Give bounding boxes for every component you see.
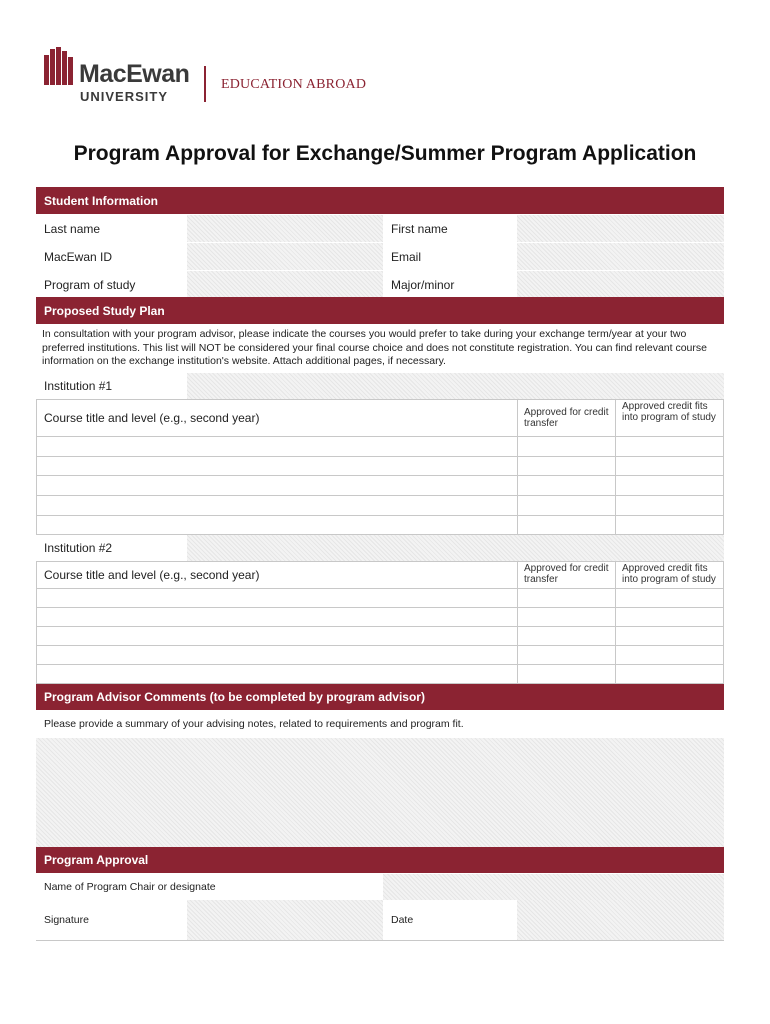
row-divider [36,495,724,496]
date-label: Date [391,914,414,926]
program-label: Program of study [44,277,136,292]
advisor-comments-field[interactable] [36,738,724,847]
row-divider [36,588,724,589]
institution2-fit-header: Approved credit fits into program of study [622,563,716,585]
chair-field[interactable] [383,874,724,900]
major-label: Major/minor [391,277,455,292]
date-field[interactable] [517,900,724,940]
row-divider [36,626,724,627]
last-name-field[interactable] [187,215,383,242]
first-name-field[interactable] [517,215,724,242]
column-divider [615,561,616,684]
form-bottom-border [36,940,724,941]
advisor-prompt: Please provide a summary of your advising notes, related to requirements and program fit. [44,718,464,730]
row-divider [36,607,724,608]
macewan-id-field[interactable] [187,243,383,270]
logo-name: MacEwan [79,60,190,88]
institution2-label: Institution #2 [44,541,113,555]
last-name-label: Last name [44,221,101,236]
institution2-credit-header: Approved for credit transfer [524,563,609,585]
section-header-study-plan: Proposed Study Plan [36,297,724,324]
email-label: Email [391,249,422,264]
macewan-logo-icon [44,47,74,101]
chair-label: Name of Program Chair or designate [44,881,216,893]
logo-divider [204,66,206,102]
section-header-student-info: Student Information [36,187,724,214]
email-field[interactable] [517,243,724,270]
institution2-course-header: Course title and level (e.g., second year) [44,568,260,582]
study-plan-instructions: In consultation with your program advisor, please indicate the courses you would prefer to take during your exchange term/year at your two preferred institutions. This list will NOT be considered your final course choice and does not constitute registration. You can find relevant course information on the exchange institution's website. Attach additional pages, if necessary. [42,328,707,367]
institution1-fit-header: Approved credit fits into program of study [622,401,716,423]
row-divider [36,436,724,437]
department-name: EDUCATION ABROAD [221,77,367,92]
macewan-id-label: MacEwan ID [44,249,113,264]
row-divider [36,515,724,516]
major-field[interactable] [517,271,724,298]
row-divider [36,664,724,665]
column-divider [517,561,518,684]
row-divider [36,645,724,646]
institution1-course-header: Course title and level (e.g., second year) [44,411,260,425]
section-header-approval: Program Approval [36,847,724,873]
institution1-label: Institution #1 [44,379,113,393]
institution2-field[interactable] [187,535,724,561]
signature-field[interactable] [187,900,383,940]
row-divider [36,475,724,476]
program-field[interactable] [187,271,383,298]
page-title: Program Approval for Exchange/Summer Program Application [73,142,697,165]
section-header-advisor: Program Advisor Comments (to be completed by program advisor) [36,684,724,710]
signature-label: Signature [44,914,89,926]
logo-university: UNIVERSITY [80,89,169,104]
institution1-credit-header: Approved for credit transfer [524,407,609,429]
first-name-label: First name [391,221,448,236]
row-divider [36,456,724,457]
institution1-field[interactable] [187,373,724,399]
